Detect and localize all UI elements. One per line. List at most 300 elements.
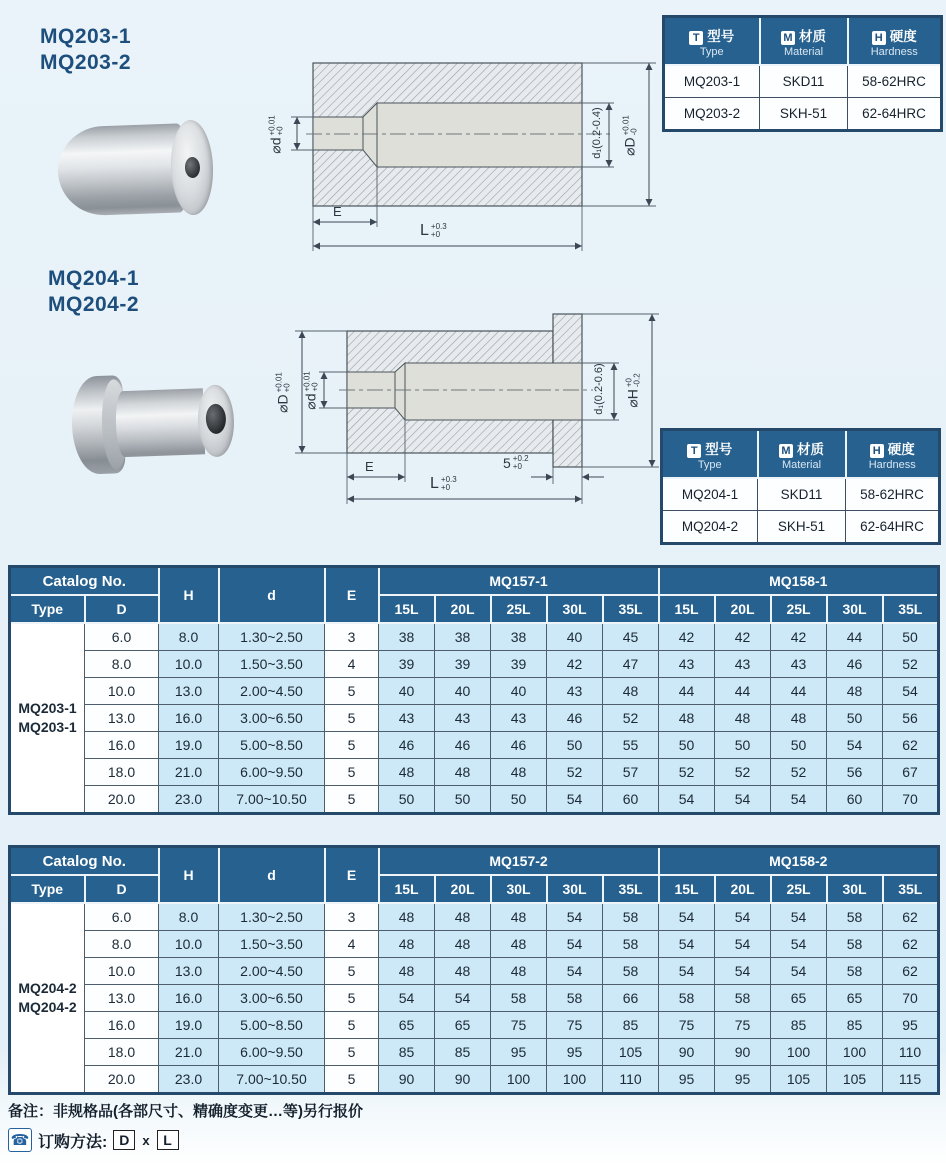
size-row	[10, 759, 939, 786]
cell-length-value: 46	[435, 732, 491, 759]
spec-row	[664, 98, 942, 131]
cell-length-value: 43	[435, 705, 491, 732]
size-table	[8, 845, 940, 1095]
length-col-header: 20L	[715, 875, 771, 903]
spec-header-en: Type	[697, 458, 722, 471]
spec-header-en: Material	[781, 458, 822, 471]
cell-d: 1.30~2.50	[219, 623, 325, 651]
series-header-MQ157-2: MQ157-2	[379, 847, 659, 876]
spec-row	[664, 65, 942, 98]
flanged-sleeve-body	[115, 388, 205, 457]
spec-cell: SKH-51	[758, 511, 846, 544]
length-col-header: 30L	[491, 875, 547, 903]
spec-header-cn: 硬度	[889, 28, 917, 44]
cell-length-value: 85	[435, 1039, 491, 1066]
cell-length-value: 38	[379, 623, 435, 651]
product-photo-flanged-sleeve	[70, 371, 238, 475]
size-row	[10, 931, 939, 958]
type-header: Type	[10, 595, 85, 623]
sleeve-body	[56, 123, 185, 216]
dim-label-E: E	[333, 204, 342, 219]
cell-length-value: 52	[771, 759, 827, 786]
cell-length-value: 42	[547, 651, 603, 678]
cell-length-value: 58	[603, 903, 659, 931]
dim-label-E: E	[365, 459, 374, 474]
cell-length-value: 90	[715, 1039, 771, 1066]
length-col-header: 25L	[491, 595, 547, 623]
cell-d: 2.00~4.50	[219, 958, 325, 985]
size-row	[10, 903, 939, 931]
cell-length-value: 100	[771, 1039, 827, 1066]
length-col-header: 25L	[771, 875, 827, 903]
cell-length-value: 95	[659, 1066, 715, 1094]
order-l-box: L	[157, 1130, 179, 1150]
cell-length-value: 54	[547, 786, 603, 814]
cell-length-value: 54	[659, 786, 715, 814]
cell-D: 18.0	[85, 759, 159, 786]
size-row	[10, 678, 939, 705]
order-d-box: D	[113, 1130, 135, 1150]
cell-H: 21.0	[159, 759, 219, 786]
cell-length-value: 50	[771, 732, 827, 759]
cell-H: 16.0	[159, 985, 219, 1012]
cell-E: 5	[325, 732, 379, 759]
phone-icon: ☎	[8, 1128, 32, 1152]
cell-length-value: 45	[603, 623, 659, 651]
cell-length-value: 62	[883, 958, 939, 985]
group2-title	[48, 266, 139, 318]
cell-length-value: 40	[379, 678, 435, 705]
cell-length-value: 40	[547, 623, 603, 651]
length-col-header: 15L	[659, 595, 715, 623]
cell-D: 10.0	[85, 678, 159, 705]
cell-length-value: 52	[603, 705, 659, 732]
spec-header-cn: 硬度	[887, 441, 915, 457]
length-col-header: 20L	[715, 595, 771, 623]
spec-header-en: Hardness	[870, 45, 918, 58]
cell-H: 23.0	[159, 1066, 219, 1094]
size-row	[10, 1039, 939, 1066]
cell-length-value: 54	[659, 958, 715, 985]
cell-length-value: 48	[435, 903, 491, 931]
length-col-header: 20L	[435, 875, 491, 903]
spec-header-row	[662, 430, 940, 479]
cell-length-value: 48	[435, 931, 491, 958]
type-value-line: MQ203-1	[18, 719, 77, 735]
cell-length-value: 48	[491, 931, 547, 958]
cell-length-value: 42	[771, 623, 827, 651]
size-header-row-2	[10, 875, 939, 903]
cell-length-value: 100	[827, 1039, 883, 1066]
type-value-line: MQ204-2	[18, 980, 77, 996]
cell-length-value: 110	[603, 1066, 659, 1094]
cell-length-value: 44	[827, 623, 883, 651]
cell-length-value: 46	[379, 732, 435, 759]
cell-d: 6.00~9.50	[219, 759, 325, 786]
cell-length-value: 44	[771, 678, 827, 705]
cell-length-value: 54	[547, 958, 603, 985]
length-col-header: 35L	[883, 595, 939, 623]
cell-d: 7.00~10.50	[219, 1066, 325, 1094]
length-col-header: 25L	[771, 595, 827, 623]
cell-length-value: 67	[883, 759, 939, 786]
dim-label-bore-d: ⌀d +0.01 +0	[267, 115, 284, 154]
spec-header-cn: 型号	[707, 28, 735, 44]
cell-length-value: 90	[379, 1066, 435, 1094]
cell-E: 3	[325, 903, 379, 931]
spec-col-header-hardness	[846, 430, 940, 479]
cell-length-value: 95	[547, 1039, 603, 1066]
catalog-no-header: Catalog No.	[10, 847, 159, 876]
col-header-D: D	[85, 875, 159, 903]
cell-D: 8.0	[85, 651, 159, 678]
cell-length-value: 75	[659, 1012, 715, 1039]
cell-length-value: 105	[603, 1039, 659, 1066]
cell-d: 1.30~2.50	[219, 903, 325, 931]
cell-length-value: 58	[603, 958, 659, 985]
cell-length-value: 43	[771, 651, 827, 678]
cell-length-value: 57	[603, 759, 659, 786]
hardness-icon: H	[872, 31, 886, 45]
length-col-header: 35L	[603, 595, 659, 623]
series-header-MQ157-1: MQ157-1	[379, 567, 659, 596]
cell-D: 20.0	[85, 786, 159, 814]
col-header-d: d	[219, 567, 325, 624]
type-value-line: MQ204-2	[18, 999, 77, 1015]
cell-length-value: 110	[883, 1039, 939, 1066]
cell-length-value: 105	[771, 1066, 827, 1094]
spec-header-en: Hardness	[868, 458, 916, 471]
cell-length-value: 50	[547, 732, 603, 759]
cell-length-value: 44	[659, 678, 715, 705]
dim-label-H: ⌀H +0 -0.2	[624, 373, 641, 408]
cell-length-value: 50	[883, 623, 939, 651]
length-col-header: 35L	[883, 875, 939, 903]
group2-title-line1: MQ204-1	[48, 267, 140, 290]
cell-length-value: 58	[491, 985, 547, 1012]
length-col-header: 30L	[827, 875, 883, 903]
drawing1-svg	[267, 55, 670, 265]
spec-row	[662, 511, 940, 544]
size-row	[10, 958, 939, 985]
cell-length-value: 48	[379, 759, 435, 786]
material-icon: M	[779, 444, 793, 458]
cell-length-value: 95	[883, 1012, 939, 1039]
order-x-label: x	[142, 1132, 150, 1148]
spec-table-mq203	[662, 15, 943, 132]
cell-length-value: 52	[883, 651, 939, 678]
cell-length-value: 54	[715, 786, 771, 814]
cell-d: 5.00~8.50	[219, 732, 325, 759]
cell-length-value: 43	[547, 678, 603, 705]
cell-H: 8.0	[159, 903, 219, 931]
spec-cell: SKH-51	[760, 98, 848, 131]
cell-E: 4	[325, 651, 379, 678]
cell-length-value: 43	[379, 705, 435, 732]
cell-length-value: 56	[883, 705, 939, 732]
cell-H: 13.0	[159, 678, 219, 705]
cell-E: 5	[325, 985, 379, 1012]
size-row	[10, 1012, 939, 1039]
cell-d: 3.00~6.50	[219, 985, 325, 1012]
spec-header-en: Type	[699, 45, 724, 58]
type-header: Type	[10, 875, 85, 903]
cell-length-value: 115	[883, 1066, 939, 1094]
cell-length-value: 65	[827, 985, 883, 1012]
cell-length-value: 105	[827, 1066, 883, 1094]
cell-d: 7.00~10.50	[219, 786, 325, 814]
col-header-h: H	[159, 847, 219, 904]
cell-length-value: 58	[715, 985, 771, 1012]
cell-length-value: 46	[547, 705, 603, 732]
spec-cell: SKD11	[760, 65, 848, 98]
length-col-header: 20L	[435, 595, 491, 623]
length-col-header: 15L	[379, 875, 435, 903]
col-header-h: H	[159, 567, 219, 624]
type-value-line: MQ203-1	[18, 700, 77, 716]
cell-length-value: 65	[435, 1012, 491, 1039]
cell-D: 10.0	[85, 958, 159, 985]
cell-length-value: 48	[827, 678, 883, 705]
cell-E: 4	[325, 931, 379, 958]
cell-length-value: 48	[491, 759, 547, 786]
cell-length-value: 48	[603, 678, 659, 705]
cell-d: 3.00~6.50	[219, 705, 325, 732]
drawing2-svg	[275, 300, 675, 535]
spec-cell: 62-64HRC	[848, 98, 942, 131]
series-header-MQ158-1: MQ158-1	[659, 567, 939, 596]
spec-cell: MQ204-1	[662, 478, 758, 511]
cell-d: 1.50~3.50	[219, 651, 325, 678]
cell-length-value: 60	[827, 786, 883, 814]
series-header-MQ158-2: MQ158-2	[659, 847, 939, 876]
size-table-mq203	[8, 565, 940, 815]
dim-label-5: 5 +0.2 +0	[503, 454, 529, 471]
col-header-e: E	[325, 567, 379, 624]
cell-length-value: 75	[491, 1012, 547, 1039]
cell-D: 6.0	[85, 623, 159, 651]
cell-H: 23.0	[159, 786, 219, 814]
spec-table-mq204	[660, 428, 941, 545]
cell-length-value: 54	[659, 903, 715, 931]
spec-cell: MQ203-2	[664, 98, 760, 131]
cell-E: 5	[325, 1039, 379, 1066]
cell-E: 5	[325, 759, 379, 786]
cell-length-value: 75	[715, 1012, 771, 1039]
length-col-header: 15L	[659, 875, 715, 903]
dim-label-bore-d: ⌀d +0.01 +0	[302, 371, 319, 410]
cell-length-value: 58	[827, 903, 883, 931]
size-header-row-1	[10, 567, 939, 596]
spec-cell: 58-62HRC	[848, 65, 942, 98]
cell-length-value: 58	[603, 931, 659, 958]
cell-length-value: 50	[659, 732, 715, 759]
cell-length-value: 62	[883, 903, 939, 931]
large-bore	[377, 103, 582, 167]
spec-cell: 58-62HRC	[846, 478, 940, 511]
cell-length-value: 52	[659, 759, 715, 786]
spec-row	[662, 478, 940, 511]
cell-length-value: 43	[659, 651, 715, 678]
length-col-header: 30L	[547, 875, 603, 903]
size-header-row-1	[10, 847, 939, 876]
cell-D: 18.0	[85, 1039, 159, 1066]
cell-D: 13.0	[85, 705, 159, 732]
cell-length-value: 38	[435, 623, 491, 651]
type-icon: T	[689, 31, 703, 45]
size-row	[10, 732, 939, 759]
cell-length-value: 85	[771, 1012, 827, 1039]
spec-cell: MQ204-2	[662, 511, 758, 544]
cell-length-value: 54	[659, 931, 715, 958]
product-photo-sleeve	[56, 119, 214, 219]
cell-length-value: 39	[435, 651, 491, 678]
cell-E: 3	[325, 623, 379, 651]
cell-H: 19.0	[159, 1012, 219, 1039]
dim-label-d1: d₁(0.2-0.4)	[591, 107, 603, 159]
cell-d: 1.50~3.50	[219, 931, 325, 958]
cell-length-value: 90	[659, 1039, 715, 1066]
cell-d: 5.00~8.50	[219, 1012, 325, 1039]
group2-title-line2: MQ204-2	[48, 293, 140, 316]
cell-length-value: 50	[715, 732, 771, 759]
cell-length-value: 44	[715, 678, 771, 705]
cell-D: 8.0	[85, 931, 159, 958]
material-icon: M	[781, 31, 795, 45]
cell-length-value: 75	[547, 1012, 603, 1039]
cell-length-value: 52	[547, 759, 603, 786]
cell-E: 5	[325, 1066, 379, 1094]
spec-cell: 62-64HRC	[846, 511, 940, 544]
spec-col-header-material	[760, 17, 848, 66]
cell-d: 2.00~4.50	[219, 678, 325, 705]
spec-header-row	[664, 17, 942, 66]
group1-title-line2: MQ203-2	[40, 51, 132, 74]
cell-H: 10.0	[159, 651, 219, 678]
cell-length-value: 54	[379, 985, 435, 1012]
cell-length-value: 48	[379, 931, 435, 958]
cell-length-value: 58	[827, 931, 883, 958]
cell-length-value: 43	[715, 651, 771, 678]
spec-col-header-type	[664, 17, 760, 66]
cell-H: 10.0	[159, 931, 219, 958]
cell-E: 5	[325, 1012, 379, 1039]
cell-length-value: 48	[491, 958, 547, 985]
cell-length-value: 100	[491, 1066, 547, 1094]
col-header-e: E	[325, 847, 379, 904]
cell-length-value: 65	[379, 1012, 435, 1039]
cell-length-value: 60	[603, 786, 659, 814]
group1-title-line1: MQ203-1	[40, 25, 132, 48]
cell-D: 6.0	[85, 903, 159, 931]
dim-label-outer-D: ⌀D +0.01 -0	[621, 115, 638, 156]
cell-H: 21.0	[159, 1039, 219, 1066]
cell-length-value: 58	[827, 958, 883, 985]
spec-col-header-type	[662, 430, 758, 479]
cell-length-value: 62	[883, 732, 939, 759]
cell-length-value: 62	[883, 931, 939, 958]
cell-H: 8.0	[159, 623, 219, 651]
dim-label-d1: d₁(0.2-0.6)	[593, 363, 605, 415]
cell-length-value: 58	[659, 985, 715, 1012]
spec-cell: MQ203-1	[664, 65, 760, 98]
cell-length-value: 54	[771, 903, 827, 931]
spec-header-en: Material	[783, 45, 824, 58]
cell-length-value: 70	[883, 985, 939, 1012]
cell-length-value: 58	[547, 985, 603, 1012]
dim-label-L: L +0.3 +0	[430, 475, 457, 492]
cell-length-value: 50	[827, 705, 883, 732]
size-table-mq204	[8, 845, 940, 1095]
cell-length-value: 85	[603, 1012, 659, 1039]
size-row	[10, 1066, 939, 1094]
cell-H: 13.0	[159, 958, 219, 985]
spec-header-cn: 型号	[705, 441, 733, 457]
cell-d: 6.00~9.50	[219, 1039, 325, 1066]
cell-H: 16.0	[159, 705, 219, 732]
spec-cell: SKD11	[758, 478, 846, 511]
cell-length-value: 54	[715, 931, 771, 958]
cell-length-value: 48	[659, 705, 715, 732]
size-row	[10, 651, 939, 678]
cell-length-value: 85	[827, 1012, 883, 1039]
spec-header-cn: 材质	[799, 28, 826, 44]
cell-length-value: 65	[771, 985, 827, 1012]
catalog-no-header: Catalog No.	[10, 567, 159, 596]
cell-length-value: 55	[603, 732, 659, 759]
spec-header-cn: 材质	[797, 441, 824, 457]
cell-E: 5	[325, 678, 379, 705]
size-row	[10, 705, 939, 732]
cell-length-value: 90	[435, 1066, 491, 1094]
size-table	[8, 565, 940, 815]
cell-H: 19.0	[159, 732, 219, 759]
cell-length-value: 54	[827, 732, 883, 759]
type-value-cell	[10, 903, 85, 1094]
spec-table	[662, 15, 943, 132]
hardness-icon: H	[870, 444, 884, 458]
cell-length-value: 50	[435, 786, 491, 814]
cell-length-value: 54	[771, 931, 827, 958]
technical-drawing-1	[267, 55, 670, 265]
cell-length-value: 100	[547, 1066, 603, 1094]
cell-length-value: 39	[491, 651, 547, 678]
cell-length-value: 54	[771, 958, 827, 985]
cell-length-value: 38	[491, 623, 547, 651]
cell-length-value: 40	[491, 678, 547, 705]
cell-length-value: 48	[435, 958, 491, 985]
cell-length-value: 42	[715, 623, 771, 651]
cell-D: 13.0	[85, 985, 159, 1012]
size-header-row-2	[10, 595, 939, 623]
cell-length-value: 54	[547, 903, 603, 931]
cell-length-value: 46	[491, 732, 547, 759]
group1-title	[40, 24, 131, 76]
cell-length-value: 46	[827, 651, 883, 678]
spec-col-header-material	[758, 430, 846, 479]
size-row	[10, 985, 939, 1012]
cell-length-value: 39	[379, 651, 435, 678]
cell-length-value: 48	[435, 759, 491, 786]
cell-D: 16.0	[85, 732, 159, 759]
cell-length-value: 54	[771, 786, 827, 814]
type-icon: T	[687, 444, 701, 458]
type-value-cell	[10, 623, 85, 814]
remark-note: 备注：非规格品(各部尺寸、精确度变更…等)另行报价	[8, 1103, 363, 1120]
cell-length-value: 95	[491, 1039, 547, 1066]
length-col-header: 15L	[379, 595, 435, 623]
cell-length-value: 54	[883, 678, 939, 705]
